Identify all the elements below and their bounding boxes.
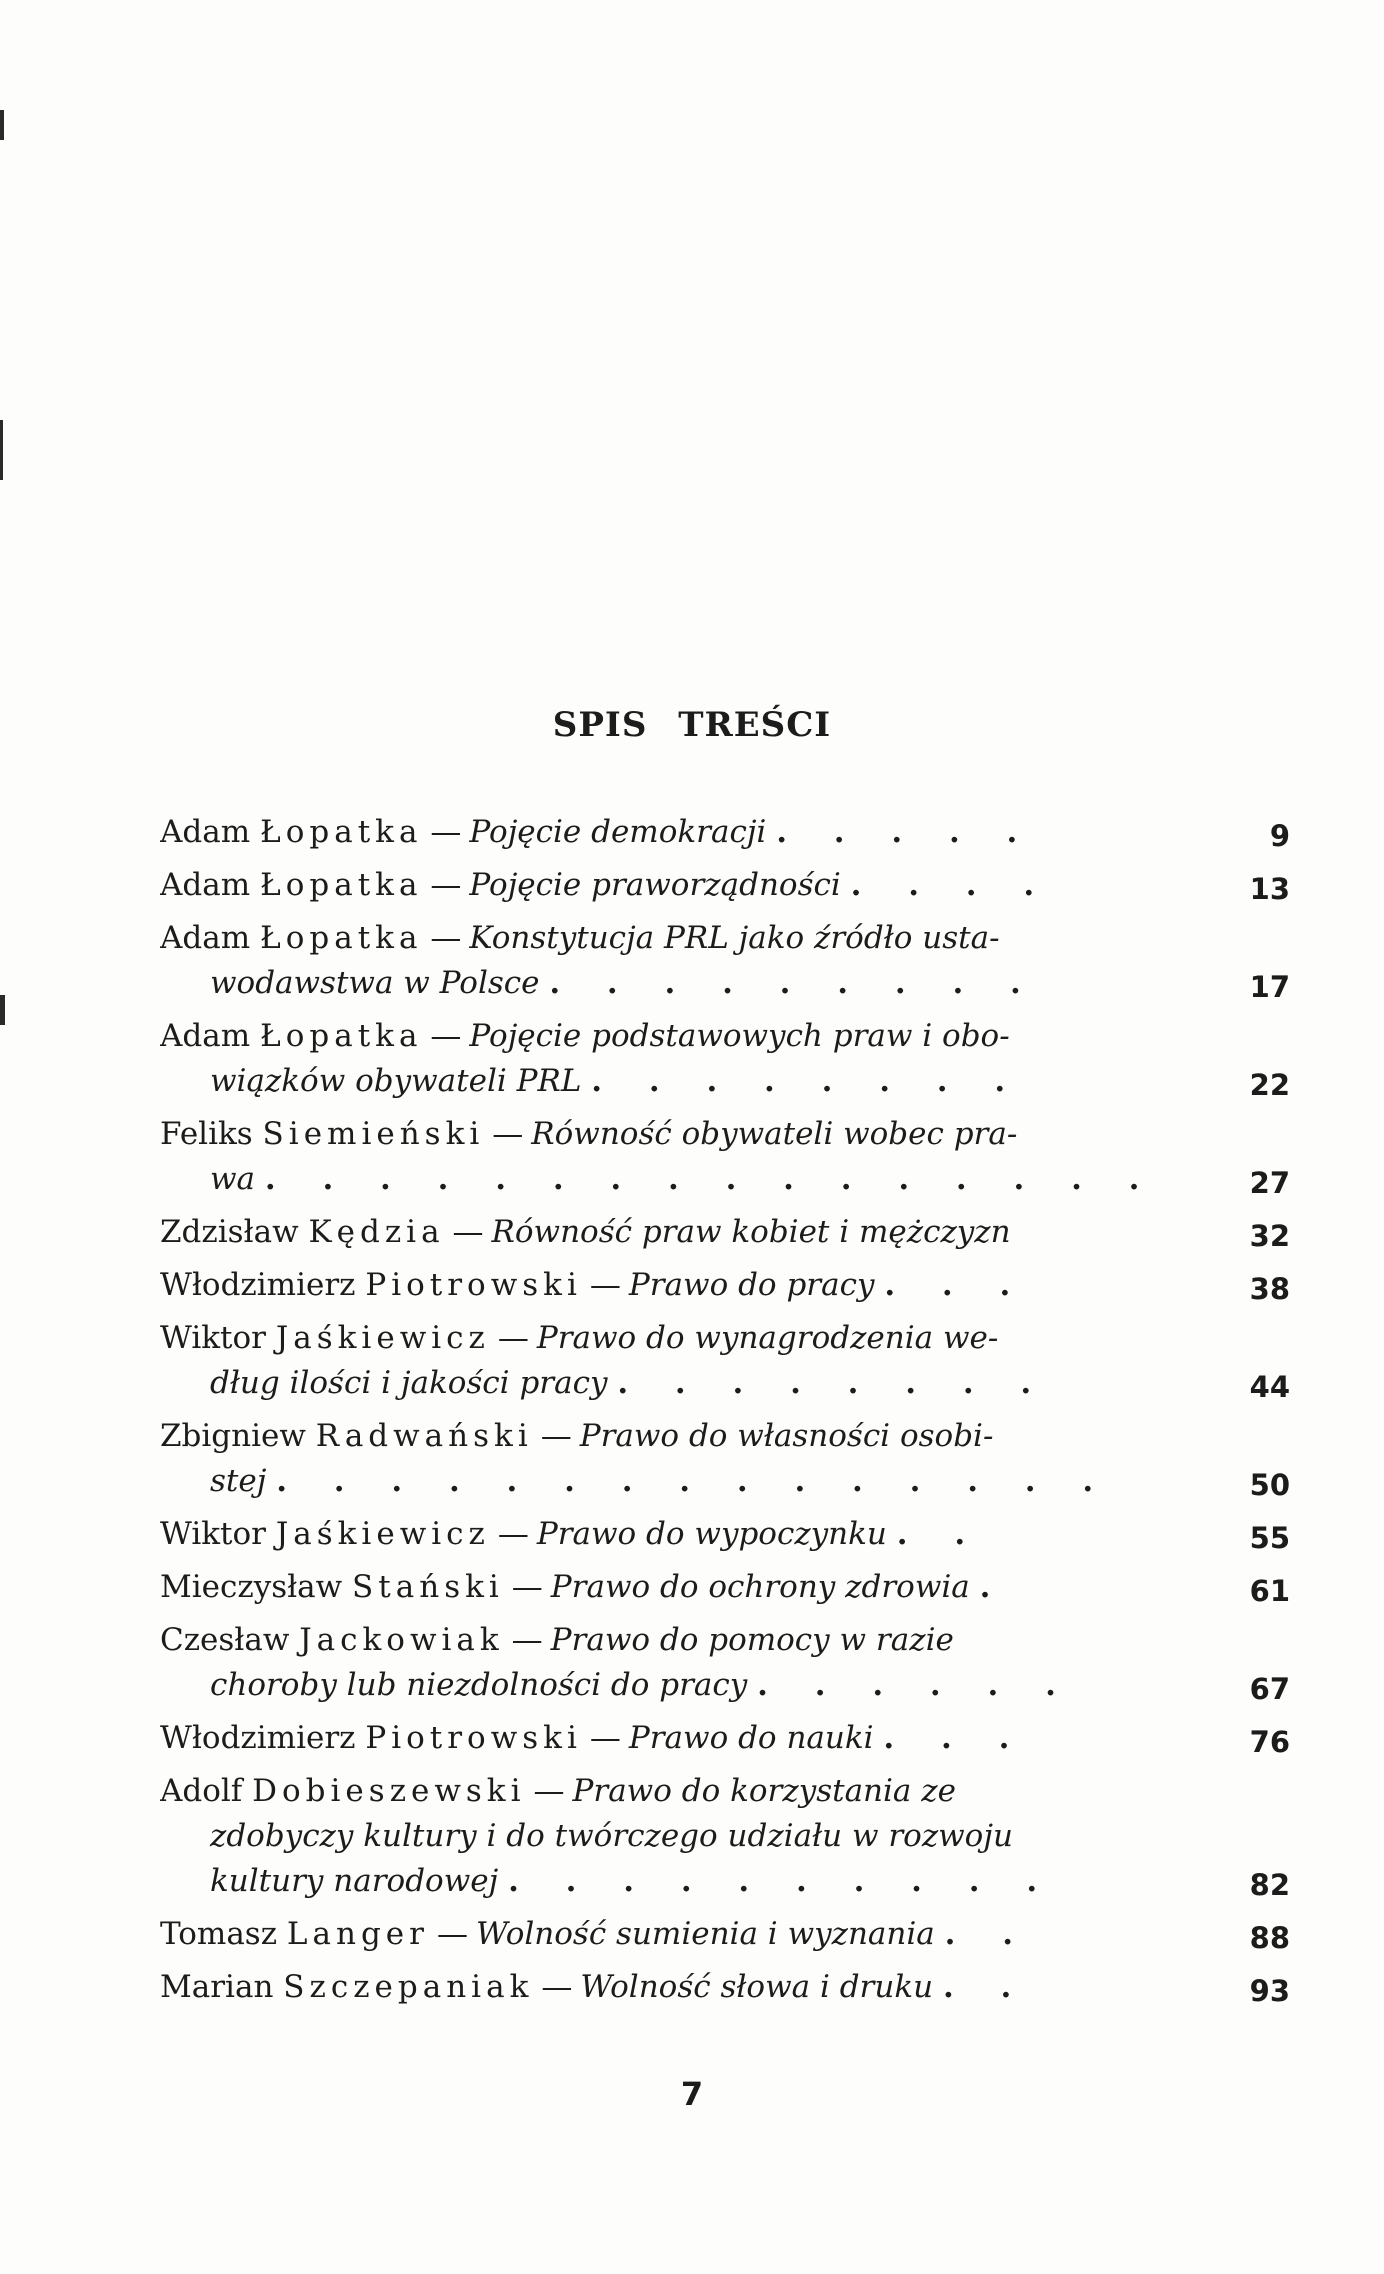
table-of-contents: [160, 810, 1290, 2018]
author-surname: Stański: [352, 1569, 504, 1605]
toc-entry: [160, 1716, 1290, 1761]
toc-entry-line: [160, 1361, 1160, 1406]
toc-entry-line: [160, 916, 1160, 961]
toc-entry: [160, 1912, 1290, 1957]
toc-entry-line: [160, 1618, 1160, 1663]
toc-entry-line: [160, 810, 1160, 855]
author-surname: Siemieński: [262, 1116, 485, 1152]
page-reference: 82: [1249, 1868, 1290, 1902]
chapter-title: Prawo do wynagrodzenia we-: [536, 1320, 999, 1356]
scan-edge-mark: [0, 995, 5, 1025]
chapter-title: Prawo do korzystania ze: [572, 1773, 956, 1809]
toc-entry: [160, 1263, 1290, 1308]
toc-entry: [160, 1112, 1290, 1202]
page-reference: 44: [1249, 1370, 1290, 1404]
em-dash: —: [589, 1720, 621, 1756]
chapter-title: zdobyczy kultury i do twórczego udziału w rozwoju: [210, 1818, 1013, 1854]
toc-entry-line: [160, 1912, 1160, 1957]
page-reference: 93: [1249, 1974, 1290, 2008]
page-reference: 38: [1249, 1272, 1290, 1306]
page-reference: 61: [1249, 1574, 1290, 1608]
chapter-title: Prawo do wypoczynku: [536, 1516, 887, 1552]
page-reference: 17: [1249, 970, 1290, 1004]
dot-leader: . . . . . . . . . . . . . . . .: [264, 1161, 1158, 1197]
em-dash: —: [541, 1969, 573, 2005]
page-reference: 76: [1249, 1725, 1290, 1759]
chapter-title: Równość obywateli wobec pra-: [531, 1116, 1018, 1152]
dot-leader: . . . . . . . . . .: [508, 1863, 1056, 1899]
author-surname: Łopatka: [259, 1018, 423, 1054]
page-reference: 13: [1249, 872, 1290, 906]
page-reference: 67: [1249, 1672, 1290, 1706]
toc-entry-line: [160, 1512, 1160, 1557]
toc-entry-line: [160, 1814, 1160, 1859]
dot-leader: . . . . . . . . .: [549, 965, 1039, 1001]
toc-entry-line: [160, 1565, 1160, 1610]
author-surname: Piotrowski: [365, 1720, 582, 1756]
page-number: 7: [680, 2075, 704, 2113]
toc-entry-line: [160, 1263, 1160, 1308]
page-reference: 22: [1249, 1068, 1290, 1102]
toc-entry-line: [160, 1316, 1160, 1361]
author-surname: Dobieszewski: [252, 1773, 526, 1809]
chapter-title: choroby lub niezdolności do pracy: [210, 1667, 748, 1703]
em-dash: —: [430, 1018, 462, 1054]
chapter-title: Pojęcie podstawowych praw i obo-: [469, 1018, 1010, 1054]
chapter-title: Konstytucja PRL jako źródło usta-: [469, 920, 1000, 956]
toc-entry-line: [160, 1014, 1160, 1059]
chapter-title: Prawo do pracy: [628, 1267, 875, 1303]
chapter-title: dług ilości i jakości pracy: [210, 1365, 608, 1401]
em-dash: —: [533, 1773, 565, 1809]
toc-entry: [160, 810, 1290, 855]
author-first-name: Adolf: [160, 1773, 243, 1809]
scan-edge-mark: [0, 420, 3, 480]
author-surname: Jackowiak: [299, 1622, 504, 1658]
toc-entry: [160, 1512, 1290, 1557]
page-reference: 32: [1249, 1219, 1290, 1253]
chapter-title: Pojęcie demokracji: [469, 814, 767, 850]
author-first-name: Marian: [160, 1969, 274, 2005]
chapter-title: Wolność słowa i druku: [580, 1969, 934, 2005]
chapter-title: wiązków obywateli PRL: [210, 1063, 582, 1099]
toc-entry-line: [160, 1663, 1160, 1708]
author-surname: Łopatka: [259, 920, 423, 956]
em-dash: —: [540, 1418, 572, 1454]
toc-entry: [160, 1965, 1290, 2010]
dot-leader: . . .: [884, 1267, 1029, 1303]
dot-leader: . .: [942, 1969, 1030, 2005]
em-dash: —: [511, 1622, 543, 1658]
author-first-name: Włodzimierz: [160, 1720, 356, 1756]
toc-entry-line: [160, 1414, 1160, 1459]
author-first-name: Feliks: [160, 1116, 253, 1152]
author-first-name: Zdzisław: [160, 1214, 299, 1250]
chapter-title: wa: [210, 1161, 256, 1197]
chapter-title: Prawo do nauki: [628, 1720, 874, 1756]
toc-entry: [160, 1014, 1290, 1104]
dot-leader: . . . . .: [776, 814, 1036, 850]
page-reference: 55: [1249, 1521, 1290, 1555]
author-surname: Jaśkiewicz: [275, 1320, 490, 1356]
toc-entry-line: [160, 961, 1160, 1006]
em-dash: —: [452, 1214, 484, 1250]
dot-leader: . . . . . .: [757, 1667, 1074, 1703]
em-dash: —: [492, 1116, 524, 1152]
author-first-name: Wiktor: [160, 1516, 266, 1552]
toc-entry: [160, 1565, 1290, 1610]
page-reference: 9: [1269, 819, 1290, 853]
toc-entry: [160, 1769, 1290, 1904]
author-surname: Langer: [286, 1916, 429, 1952]
em-dash: —: [511, 1569, 543, 1605]
toc-entry-line: [160, 863, 1160, 908]
em-dash: —: [436, 1916, 468, 1952]
toc-entry-line: [160, 1716, 1160, 1761]
toc-entry-line: [160, 1859, 1160, 1904]
toc-entry-line: [160, 1769, 1160, 1814]
scan-edge-mark: [0, 110, 4, 140]
toc-entry-line: [160, 1112, 1160, 1157]
em-dash: —: [430, 867, 462, 903]
dot-leader: . . . . . . . . . . . . . . .: [276, 1463, 1112, 1499]
chapter-title: Wolność sumienia i wyznania: [475, 1916, 935, 1952]
em-dash: —: [430, 814, 462, 850]
dot-leader: . . .: [883, 1720, 1028, 1756]
em-dash: —: [589, 1267, 621, 1303]
chapter-title: stej: [210, 1463, 267, 1499]
author-first-name: Zbigniew: [160, 1418, 306, 1454]
author-first-name: Adam: [160, 1018, 251, 1054]
dot-leader: . . . . . . . .: [591, 1063, 1024, 1099]
author-first-name: Tomasz: [160, 1916, 278, 1952]
toc-entry: [160, 1414, 1290, 1504]
author-surname: Łopatka: [259, 814, 423, 850]
toc-entry: [160, 1316, 1290, 1406]
dot-leader: . .: [944, 1916, 1032, 1952]
toc-entry: [160, 1210, 1290, 1255]
author-first-name: Włodzimierz: [160, 1267, 356, 1303]
dot-leader: . .: [896, 1516, 984, 1552]
dot-leader: . . . .: [850, 867, 1053, 903]
chapter-title: Prawo do pomocy w razie: [550, 1622, 954, 1658]
author-first-name: Czesław: [160, 1622, 290, 1658]
chapter-title: Równość praw kobiet i mężczyzn: [491, 1214, 1011, 1250]
author-surname: Kędzia: [308, 1214, 445, 1250]
author-first-name: Wiktor: [160, 1320, 266, 1356]
toc-entry: [160, 863, 1290, 908]
toc-entry-line: [160, 1157, 1160, 1202]
author-surname: Łopatka: [259, 867, 423, 903]
toc-entry: [160, 916, 1290, 1006]
author-first-name: Adam: [160, 920, 251, 956]
em-dash: —: [497, 1516, 529, 1552]
toc-entry-line: [160, 1059, 1160, 1104]
author-surname: Piotrowski: [365, 1267, 582, 1303]
dot-leader: . . . . . . . .: [617, 1365, 1050, 1401]
author-first-name: Mieczysław: [160, 1569, 343, 1605]
chapter-title: Pojęcie praworządności: [469, 867, 841, 903]
toc-entry-line: [160, 1459, 1160, 1504]
chapter-title: Prawo do ochrony zdrowia: [550, 1569, 970, 1605]
em-dash: —: [430, 920, 462, 956]
author-surname: Szczepaniak: [283, 1969, 534, 2005]
chapter-title: kultury narodowej: [210, 1863, 499, 1899]
author-first-name: Adam: [160, 867, 251, 903]
author-first-name: Adam: [160, 814, 251, 850]
em-dash: —: [497, 1320, 529, 1356]
chapter-title: Prawo do własności osobi-: [579, 1418, 994, 1454]
author-surname: Jaśkiewicz: [275, 1516, 490, 1552]
page-reference: 88: [1249, 1921, 1290, 1955]
toc-entry-line: [160, 1965, 1160, 2010]
page-title: SPIS TREŚCI: [552, 705, 832, 745]
author-surname: Radwański: [315, 1418, 533, 1454]
chapter-title: wodawstwa w Polsce: [210, 965, 540, 1001]
toc-entry: [160, 1618, 1290, 1708]
dot-leader: .: [979, 1569, 1009, 1605]
toc-entry-line: [160, 1210, 1160, 1255]
page-reference: 50: [1249, 1468, 1290, 1502]
page-reference: 27: [1249, 1166, 1290, 1200]
